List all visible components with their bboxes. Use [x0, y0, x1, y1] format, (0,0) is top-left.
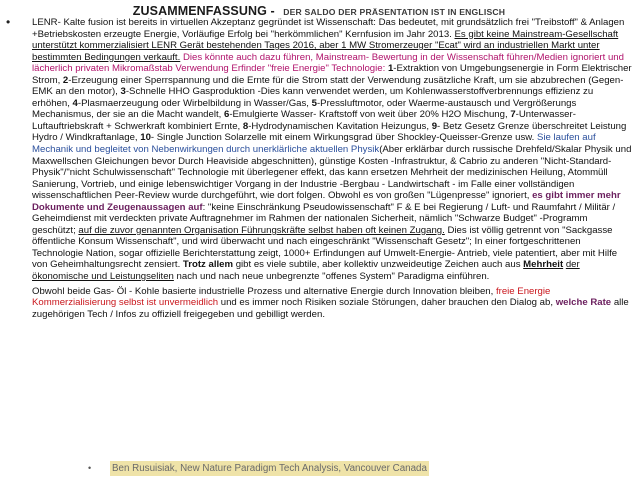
title-main: ZUSAMMENFASSUNG - — [132, 4, 275, 18]
paragraph1-run: - Betz Gesetz Grenze überschreitet Leistung Hydro / Windkraftanlage, — [32, 120, 627, 144]
paragraph1-run: 10 — [140, 132, 151, 144]
paragraph1-run: 2 — [62, 74, 69, 86]
paragraph1-run: LENR- Kalte fusion ist bereits in virtuellen Akzeptanz gegründet ist Wissenschaft: Das bedeutet, mit grundsätzlich frei "Treibstoff" & Anlagen +Betriebskosten erzeugte Energie, Vorläufige Erfolg bei "herkömmlichen" Kernfusion im Jahr 2013. — [32, 17, 625, 40]
paragraph1-run: Mehrheit — [523, 259, 564, 271]
paragraph1-run: auf die zuvor genannten Organisation Führungskräfte selbst haben oft keinen Zugang. — [78, 224, 445, 236]
paragraph1-run: -Schnelle HHO Gasproduktion -Dies kann verwendet werden, um Kohlenwasserstoffverbrennungs effizienz zu erhöhen, — [32, 86, 594, 109]
paragraph1-run: 8 — [242, 120, 249, 132]
paragraph1-run: es gibt immer mehr Dokumente und Zeugenaussagen auf — [32, 190, 621, 213]
summary-paragraph-2 — [32, 286, 632, 321]
paragraph1-run: gibt es viele subtile, aber kollektiv unzweideutige Zeichen auch aus — [233, 259, 524, 271]
paragraph1-run: -Extraktion von Umgebungsenergie in Form Elektrischer Strom, — [32, 63, 632, 86]
footer-bullet-icon: • — [88, 463, 92, 473]
paragraph1-run: -Hydrodynamischen Kavitation Heizungus, — [248, 120, 432, 132]
paragraph1-run: 9 — [431, 120, 438, 132]
paragraph2-run: welche Rate — [555, 297, 612, 309]
paragraph2-run: und es immer noch Risiken soziale Störungen, daher brauchen den Dialog ab, — [218, 297, 556, 309]
paragraph1-run: -Plasmaerzeugung oder Wirbelbildung in Wasser/Gas, — [77, 97, 312, 109]
paragraph1-run: -Pressluftmotor, oder Waerme-austausch und Vergrößerungs Mechanismus, der sie an die Macht wandelt, — [32, 97, 577, 121]
paragraph1-run: Sie laufen auf Mechanik und begleitet von Nebenwirkungen durch unerklärliche aktuellen Physik — [32, 132, 596, 156]
paragraph1-run: -Emulgierte Wasser- Kraftstoff von weit über 20% H2O Mischung, — [229, 109, 511, 121]
bullet-icon: • — [6, 15, 11, 29]
paragraph1-run: Trotz allem — [182, 259, 234, 271]
paragraph1-run: 1 — [387, 63, 394, 75]
paragraph1-run: 6 — [223, 109, 230, 121]
paragraph1-run: 3 — [120, 86, 126, 98]
paragraph2-run: Obwohl beide Gas- Öl - Kohle basierte industrielle Prozess und alternative Energie durch Innovation bleiben, — [32, 285, 496, 297]
paragraph1-run: 5 — [311, 97, 317, 109]
summary-paragraph-1 — [32, 17, 632, 283]
paragraph1-run: : "keine Einschränkung Pseudowissenschaft" F & E bei Regierung / Luft- und Raumfahrt / Militär / Geheimdienst mit verdeckten private Auftragnehmer im Rahmen der nationalen Sicherheit, nämlich "Schwarze Budget" -Programm geschützt; — [32, 201, 616, 236]
paragraph1-run: Dies könnte auch dazu führen, Mainstream- Bewertung in der Wissenschaft führen/Medien ignoriert und lächerlich privaten Mikromaßstab Verwendung Erfinder "freie Energie" Technologie: — [32, 51, 624, 75]
footer-credit-text: Ben Rusuisiak, New Nature Paradigm Tech Analysis, Vancouver Canada — [112, 463, 427, 474]
paragraph1-run: nach und nach neue unbegrenzte "offenes System" Paradigma einführen. — [173, 271, 490, 283]
title-subtitle: DER SALDO DER PRÄSENTATION IST IN ENGLISCH — [283, 7, 506, 17]
paragraph1-run: Es gibt keine Mainstream-Gesellschaft unterstützt kommerzialisiert LENR Gerät bestehenden Tages 2016, aber 1 MW Stromerzeuger "Ecat" wird an industriellen Markt unter bestimmten Bedingungen verkauft. — [32, 28, 619, 63]
paragraph1-run: - Single Junction Solarzelle mit einem Wirkungsgrad über Shockley-Queisser-Grenze usw. — [150, 132, 537, 144]
paragraph1-run: (Aber erklärbar durch russische Drehfeld/Skalar Physik und Maxwellschen Gleichungen bevor Durch Heaviside abgeschnitten), günstige Kosten -Infrastruktur, & Cabrio zu anderen "Nicht-Standard- Physik"/"nicht Schulwissenschaft" Technologie mit überlegener effekt, das kann ersetzen Mehrheit der medizinischen Heilung, Atommüll Sanierung, Vortrieb, und einige lebenswichtiger Vorgang in der Industrie -Bergbau - Landwirtschaft - im Falle einer vollständigen wissenschaftlichen Peer-Review wurde durchgeführt, wie dort folgen. Obwohl es von großen "Lügenpresse" ignoriert, — [32, 144, 632, 202]
paragraph1-run: -Erzeugung einer Sperrspannung und die Ernte für die Strom statt der Verwendung zusätzliche Kraft, um sie abzubrechen (Gegen-EMK an den motor), — [32, 74, 624, 98]
summary-body — [6, 15, 632, 320]
paragraph1-run: 4 — [72, 97, 78, 109]
paragraph2-run: alle zugehörigen Tech / Infos zu offiziell freigegeben und gebilligt werden. — [32, 297, 629, 320]
paragraph2-run: freie Energie Kommerzialisierung selbst ist unvermeidlich — [32, 285, 551, 309]
paragraph1-run: der ökonomische und Leistungseliten — [32, 259, 580, 283]
paragraph1-run: Dies ist völlig getrennt von "Sackgasse öffentliche Konsum Wissenschaft", und wird überwacht und nach eingeschränkt "Wissenschaft Gesetz"; In einer fortgeschrittenen Technologie Nation, sogar offizielle Berichterstattung zeigt, 1000+ Erfindungen auf Umwelt-Energie- Antrieb, viele patentiert, aber mit Hilfe von Geheimhaltungsrecht zensiert. — [32, 224, 618, 271]
paragraph1-run: 7 — [510, 109, 516, 121]
paragraph1-run: -Unterwasser-Luftauftriebskraft + Schwerkraft kombiniert Ernte, — [32, 109, 576, 132]
